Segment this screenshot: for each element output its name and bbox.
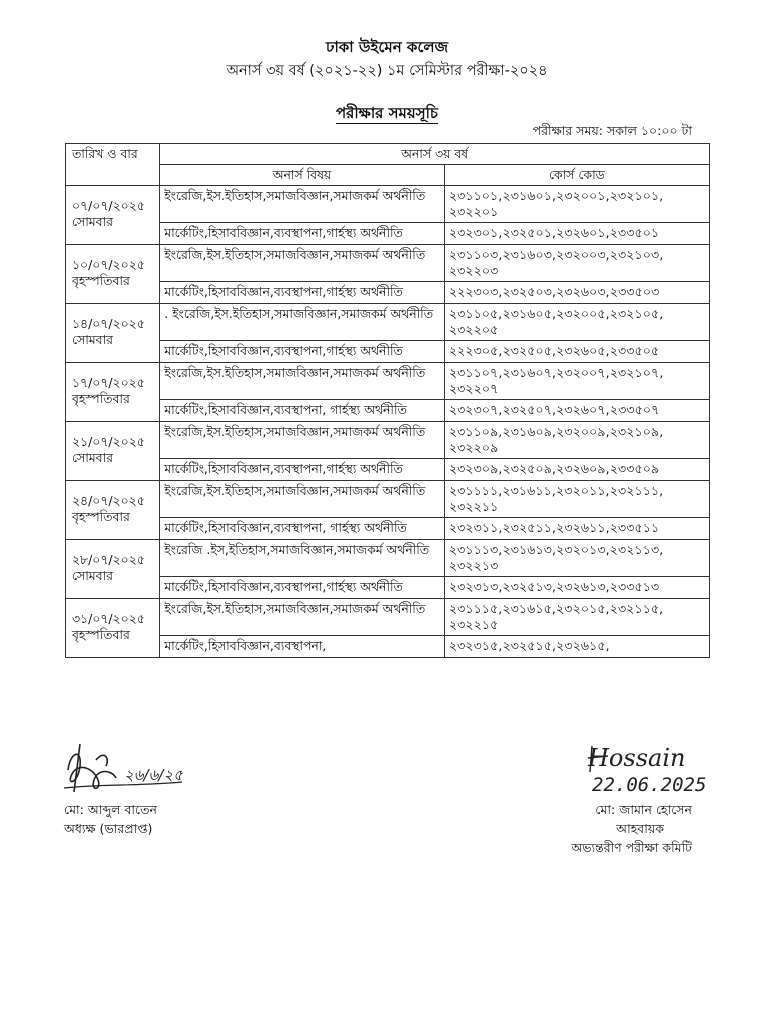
course-code-cell: ২৩১১১৩,২৩১৬১৩,২৩২০১৩,২৩২১১৩, ২৩২২১৩: [444, 540, 709, 577]
table-row: [66, 223, 710, 245]
col-subject-header: অনার্স বিষয়: [160, 165, 445, 186]
course-code-cell: ২৩২৩১১,২৩২৫১১,২৩২৬১১,২৩৩৫১১: [444, 518, 709, 540]
convener-title: আহবায়ক: [616, 821, 664, 836]
exam-day: বৃহস্পতিবার: [72, 391, 130, 406]
routine-body: [66, 186, 710, 658]
date-cell: [66, 481, 160, 540]
subject-cell: ইংরেজি,ইস.ইতিহাস,সমাজবিজ্ঞান,সমাজকর্ম অর্থনীতি: [160, 422, 445, 459]
subject-cell: মার্কেটিং,হিসাববিজ্ঞান,ব্যবস্থাপনা,গার্হস্থ্য অর্থনীতি: [160, 282, 445, 304]
table-row: [66, 577, 710, 599]
subject-cell: মার্কেটিং,হিসাববিজ্ঞান,ব্যবস্থাপনা, গার্হস্থ্য অর্থনীতি: [160, 518, 445, 540]
date-cell: [66, 245, 160, 304]
course-code-cell: ২৩১১১৫,২৩১৬১৫,২৩২০১৫,২৩২১১৫, ২৩২২১৫: [444, 599, 709, 636]
table-row: [66, 481, 710, 518]
table-row: [66, 363, 710, 400]
exam-day: বৃহস্পতিবার: [72, 627, 130, 642]
schedule-title-text: পরীক্ষার সময়সূচি: [335, 104, 439, 122]
date-cell: [66, 186, 160, 245]
course-code-cell: ২৩২৩১৩,২৩২৫১৩,২৩২৬১৩,২৩৩৫১৩: [444, 577, 709, 599]
exam-day: সোমবার: [72, 568, 113, 583]
subject-cell: মার্কেটিং,হিসাববিজ্ঞান,ব্যবস্থাপনা,: [160, 636, 445, 658]
col-date-header: তারিখ ও বার: [66, 144, 160, 186]
table-row: [66, 245, 710, 282]
course-code-cell: ২৩১১০১,২৩১৬০১,২৩২০০১,২৩২১০১, ২৩২২০১: [444, 186, 709, 223]
date-cell: [66, 540, 160, 599]
principal-handwritten-date: ২৬/৬/২৫: [124, 766, 183, 784]
course-code-cell: ২৩২৩০১,২৩২৫০১,২৩২৬০১,২৩৩৫০১: [444, 223, 709, 245]
course-code-cell: ২৩২৩০৯,২৩২৫০৯,২৩২৬০৯,২৩৩৫০৯: [444, 459, 709, 481]
exam-date: ২৮/০৭/২০২৫: [72, 552, 145, 567]
subject-cell: . ইংরেজি,ইস.ইতিহাস,সমাজবিজ্ঞান,সমাজকর্ম অর্থনীতি: [160, 304, 445, 341]
course-code-cell: ২৩১১১১,২৩১৬১১,২৩২০১১,২৩২১১১, ২৩২২১১: [444, 481, 709, 518]
course-code-cell: ২৩২৩০৭,২৩২৫০৭,২৩২৬০৭,২৩৩৫০৭: [444, 400, 709, 422]
exam-title: অনার্স ৩য় বর্ষ (২০২১-২২) ১ম সেমিস্টার পরীক্ষা-২০২৪: [226, 63, 548, 79]
subject-cell: ইংরেজি,ইস.ইতিহাস,সমাজবিজ্ঞান,সমাজকর্ম অর্থনীতি: [160, 186, 445, 223]
convener-name: মো: জামান হোসেন: [595, 802, 692, 817]
subject-cell: ইংরেজি,ইস.ইতিহাস,সমাজবিজ্ঞান,সমাজকর্ম অর্থনীতি: [160, 363, 445, 400]
table-row: [66, 540, 710, 577]
exam-date: ১৪/০৭/২০২৫: [72, 316, 145, 331]
table-row: [66, 341, 710, 363]
table-header-row: [66, 144, 710, 165]
subject-cell: ইংরেজি,ইস.ইতিহাস,সমাজবিজ্ঞান,সমাজকর্ম অর্থনীতি: [160, 245, 445, 282]
table-row: [66, 400, 710, 422]
course-code-cell: ২২২৩০৫,২৩২৫০৫,২৩২৬০৫,২৩৩৫০৫: [444, 341, 709, 363]
subject-cell: মার্কেটিং,হিসাববিজ্ঞান,ব্যবস্থাপনা,গার্হস্থ্য অর্থনীতি: [160, 577, 445, 599]
routine-table: [65, 143, 710, 658]
convener-handwritten-name: Hossain: [588, 744, 686, 772]
subject-cell: মার্কেটিং,হিসাববিজ্ঞান,ব্যবস্থাপনা, গার্হস্থ্য অর্থনীতি: [160, 400, 445, 422]
exam-date: ৩১/০৭/২০২৫: [72, 611, 145, 626]
exam-time: পরীক্ষার সময়: সকাল ১০:০০ টা: [532, 123, 692, 138]
principal-signature: [60, 740, 190, 800]
subject-cell: ইংরেজি,ইস.ইতিহাস,সমাজবিজ্ঞান,সমাজকর্ম অর্থনীতি: [160, 481, 445, 518]
convener-block: [571, 800, 692, 857]
course-code-cell: ২৩১১০৩,২৩১৬০৩,২৩২০০৩,২৩২১০৩, ২৩২২০৩: [444, 245, 709, 282]
course-code-cell: ২৩২৩১৫,২৩২৫১৫,২৩২৬১৫,: [444, 636, 709, 658]
exam-date: ২১/০৭/২০২৫: [72, 434, 145, 449]
exam-date: ১৭/০৭/২০২৫: [72, 375, 145, 390]
date-cell: [66, 422, 160, 481]
exam-date: ২৪/০৭/২০২৫: [72, 493, 145, 508]
table-subheader-row: [66, 165, 710, 186]
exam-day: বৃহস্পতিবার: [72, 273, 130, 288]
principal-title: অধ্যক্ষ (ভারপ্রাপ্ত): [64, 821, 153, 836]
course-code-cell: ২২২৩০৩,২৩২৫০৩,২৩২৬০৩,২৩৩৫০৩: [444, 282, 709, 304]
principal-name: মো: আব্দুল বাতেন: [64, 802, 157, 817]
exam-day: সোমবার: [72, 214, 113, 229]
college-name: ঢাকা উইমেন কলেজ: [325, 38, 449, 56]
table-row: [66, 186, 710, 223]
col-code-header: কোর্স কোড: [444, 165, 709, 186]
exam-day: বৃহস্পতিবার: [72, 509, 130, 524]
course-code-cell: ২৩১১০৭,২৩১৬০৭,২৩২০০৭,২৩২১০৭, ২৩২২০৭: [444, 363, 709, 400]
date-cell: [66, 304, 160, 363]
principal-block: [64, 800, 157, 838]
course-code-cell: ২৩১১০৯,২৩১৬০৯,২৩২০০৯,২৩২১০৯, ২৩২২০৯: [444, 422, 709, 459]
date-cell: [66, 363, 160, 422]
date-cell: [66, 599, 160, 658]
subject-cell: মার্কেটিং,হিসাববিজ্ঞান,ব্যবস্থাপনা,গার্হস্থ্য অর্থনীতি: [160, 459, 445, 481]
exam-date: ০৭/০৭/২০২৫: [72, 198, 145, 213]
subject-cell: মার্কেটিং,হিসাববিজ্ঞান,ব্যবস্থাপনা,গার্হস্থ্য অর্থনীতি: [160, 223, 445, 245]
col-year-header: অনার্স ৩য় বর্ষ: [160, 144, 710, 165]
exam-day: সোমবার: [72, 450, 113, 465]
table-row: [66, 518, 710, 540]
table-row: [66, 636, 710, 658]
subject-cell: ইংরেজি,ইস.ইতিহাস,সমাজবিজ্ঞান,সমাজকর্ম অর্থনীতি: [160, 599, 445, 636]
exam-day: সোমবার: [72, 332, 113, 347]
convener-committee: অভ্যন্তরীণ পরীক্ষা কমিটি: [571, 840, 692, 855]
convener-handwritten-date: 22.06.2025: [592, 774, 707, 796]
table-row: [66, 599, 710, 636]
subject-cell: ইংরেজি .ইস,ইতিহাস,সমাজবিজ্ঞান,সমাজকর্ম অর্থনীতি: [160, 540, 445, 577]
subject-cell: মার্কেটিং,হিসাববিজ্ঞান,ব্যবস্থাপনা,গার্হস্থ্য অর্থনীতি: [160, 341, 445, 363]
convener-signature: [586, 738, 726, 778]
table-row: [66, 422, 710, 459]
table-row: [66, 304, 710, 341]
table-row: [66, 282, 710, 304]
table-row: [66, 459, 710, 481]
exam-date: ১০/০৭/২০২৫: [72, 257, 145, 272]
course-code-cell: ২৩১১০৫,২৩১৬০৫,২৩২০০৫,২৩২১০৫, ২৩২২০৫: [444, 304, 709, 341]
